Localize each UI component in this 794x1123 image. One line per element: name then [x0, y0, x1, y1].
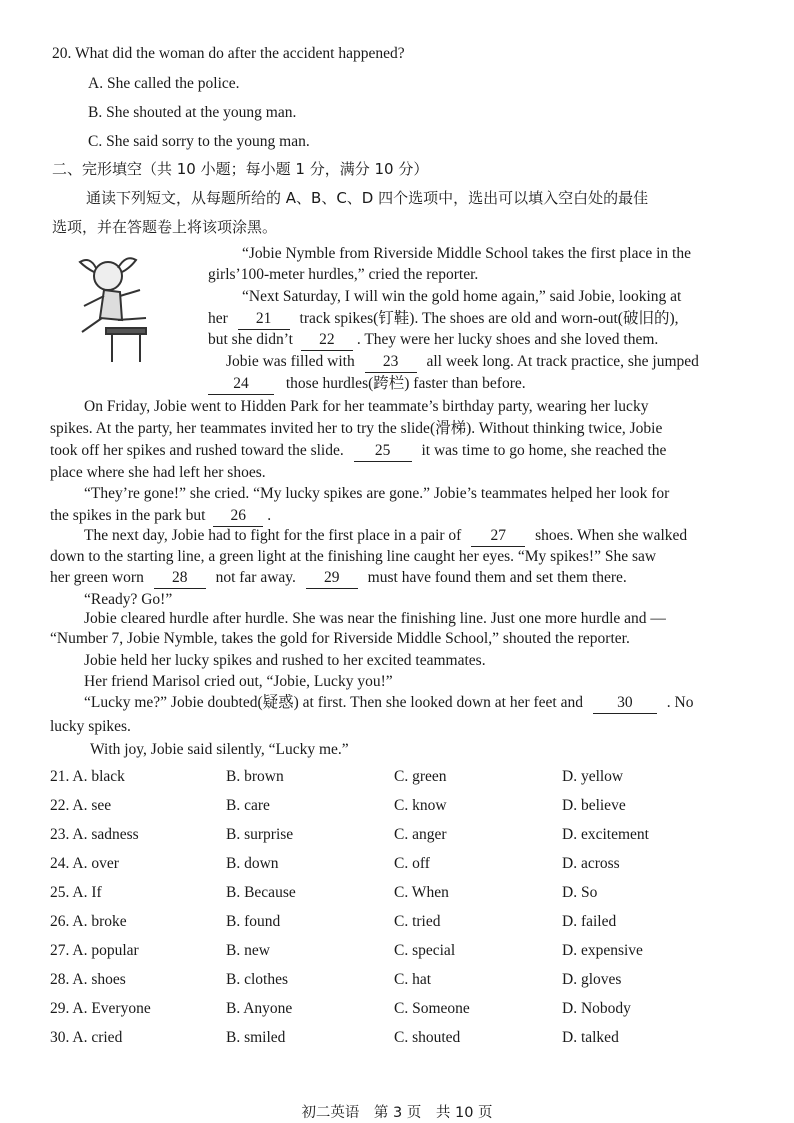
- option-24-c: C. off: [394, 855, 430, 872]
- passage-line: place where she had left her shoes.: [50, 464, 266, 481]
- passage-text: those hurdles(跨栏) faster than before.: [285, 375, 526, 392]
- q20-option-b: B. She shouted at the young man.: [88, 104, 297, 121]
- passage-line: On Friday, Jobie went to Hidden Park for her teammate’s birthday party, wearing her lucky: [84, 398, 649, 415]
- option-25-b: B. Because: [226, 884, 296, 901]
- passage-line: [50, 441, 666, 462]
- passage-line: [226, 352, 699, 373]
- option-23-b: B. surprise: [226, 826, 294, 843]
- option-23-c: C. anger: [394, 826, 447, 843]
- blank-29: 29: [306, 568, 358, 589]
- q20-question: 20. What did the woman do after the accident happened?: [52, 45, 405, 62]
- blank-26: 26: [213, 506, 263, 527]
- option-21-b: B. brown: [226, 768, 284, 785]
- option-25-c: C. When: [394, 884, 449, 901]
- passage-text: Jobie was filled with: [226, 353, 355, 370]
- blank-24: 24: [208, 374, 274, 395]
- option-27-b: B. new: [226, 942, 270, 959]
- option-22-c: C. know: [394, 797, 447, 814]
- passage-text: but she didn’t: [208, 331, 293, 348]
- blank-27: 27: [471, 526, 525, 547]
- option-27-a: 27. A. popular: [50, 942, 139, 959]
- passage-text: took off her spikes and rushed toward the slide.: [50, 442, 344, 459]
- option-23-a: 23. A. sadness: [50, 826, 139, 843]
- passage-text: must have found them and set them there.: [367, 569, 627, 586]
- blank-23: 23: [365, 352, 417, 373]
- option-27-c: C. special: [394, 942, 456, 959]
- option-24-b: B. down: [226, 855, 279, 872]
- option-21-c: C. green: [394, 768, 447, 785]
- passage-text: it was time to go home, she reached the: [421, 442, 667, 459]
- option-30-b: B. smiled: [226, 1029, 286, 1046]
- passage-line: [50, 568, 627, 589]
- option-24-d: D. across: [562, 855, 620, 872]
- passage-text: . No: [666, 694, 694, 711]
- option-22-b: B. care: [226, 797, 270, 814]
- passage-line: [208, 330, 658, 351]
- passage-line: “Jobie Nymble from Riverside Middle School takes the first place in the: [242, 245, 691, 262]
- option-25-d: D. So: [562, 884, 598, 901]
- option-30-d: D. talked: [562, 1029, 619, 1046]
- option-30-a: 30. A. cried: [50, 1029, 123, 1046]
- passage-text: track spikes(钉鞋). The shoes are old and worn-out(破旧的),: [299, 310, 679, 327]
- passage-line: Her friend Marisol cried out, “Jobie, Lucky you!”: [84, 673, 393, 690]
- passage-text: The next day, Jobie had to fight for the first place in a pair of: [84, 527, 462, 544]
- option-28-d: D. gloves: [562, 971, 622, 988]
- option-26-a: 26. A. broke: [50, 913, 127, 930]
- section-instruction-1: 通读下列短文，从每题所给的 A、B、C、D 四个选项中，选出可以填入空白处的最佳: [86, 189, 649, 207]
- option-29-b: B. Anyone: [226, 1000, 293, 1017]
- option-28-c: C. hat: [394, 971, 432, 988]
- option-23-d: D. excitement: [562, 826, 649, 843]
- passage-text: shoes. When she walked: [535, 527, 688, 544]
- passage-text: . They were her lucky shoes and she loved them.: [356, 331, 659, 348]
- passage-line: “Number 7, Jobie Nymble, takes the gold for Riverside Middle School,” shouted the reporter.: [50, 630, 630, 647]
- passage-text: her green worn: [50, 569, 144, 586]
- passage-line: “They’re gone!” she cried. “My lucky spikes are gone.” Jobie’s teammates helped her look for: [84, 485, 670, 502]
- section-heading: 二、完形填空（共 10 小题；每小题 1 分，满分 10 分）: [52, 160, 429, 178]
- passage-line: [208, 374, 526, 395]
- passage-line: down to the starting line, a green light at the finishing line caught her eyes. “My spikes!” She saw: [50, 548, 657, 565]
- option-22-d: D. believe: [562, 797, 626, 814]
- option-30-c: C. shouted: [394, 1029, 461, 1046]
- passage-text: “Lucky me?” Jobie doubted(疑惑) at first. Then she looked down at her feet and: [84, 694, 583, 711]
- q20-option-c: C. She said sorry to the young man.: [88, 133, 310, 150]
- passage-line: spikes. At the party, her teammates invited her to try the slide(滑梯). Without thinking twice, Jobie: [50, 420, 663, 437]
- hurdle-girl-illustration: [60, 246, 180, 376]
- option-27-d: D. expensive: [562, 942, 643, 959]
- passage-line: lucky spikes.: [50, 718, 131, 735]
- passage-text: .: [267, 507, 272, 524]
- passage-line: [84, 526, 687, 547]
- passage-line: With joy, Jobie said silently, “Lucky me.”: [90, 741, 349, 758]
- blank-22: 22: [301, 330, 353, 351]
- section-instruction-2: 选项，并在答题卷上将该项涂黑。: [52, 218, 278, 236]
- option-26-c: C. tried: [394, 913, 441, 930]
- option-29-d: D. Nobody: [562, 1000, 631, 1017]
- passage-line: Jobie held her lucky spikes and rushed to her excited teammates.: [84, 652, 486, 669]
- page-footer: 初二英语 第 3 页 共 10 页: [301, 1105, 493, 1121]
- blank-25: 25: [354, 441, 412, 462]
- passage-line: Jobie cleared hurdle after hurdle. She was near the finishing line. Just one more hurdle and —: [84, 610, 666, 627]
- passage-text: not far away.: [215, 569, 296, 586]
- option-24-a: 24. A. over: [50, 855, 119, 872]
- option-21-a: 21. A. black: [50, 768, 125, 785]
- passage-line: “Next Saturday, I will win the gold home again,” said Jobie, looking at: [242, 288, 682, 305]
- option-22-a: 22. A. see: [50, 797, 112, 814]
- passage-line: “Ready? Go!”: [84, 591, 173, 608]
- passage-line: [84, 693, 693, 714]
- passage-line: [50, 506, 271, 527]
- option-28-b: B. clothes: [226, 971, 288, 988]
- passage-line: girls’100-meter hurdles,” cried the reporter.: [208, 266, 479, 283]
- option-26-b: B. found: [226, 913, 281, 930]
- blank-28: 28: [154, 568, 206, 589]
- passage-text: her: [208, 310, 228, 327]
- blank-21: 21: [238, 309, 290, 330]
- option-28-a: 28. A. shoes: [50, 971, 126, 988]
- passage-text: all week long. At track practice, she jumped: [426, 353, 699, 370]
- passage-line: [208, 309, 679, 330]
- option-21-d: D. yellow: [562, 768, 624, 785]
- passage-text: the spikes in the park but: [50, 507, 206, 524]
- option-29-a: 29. A. Everyone: [50, 1000, 151, 1017]
- q20-option-a: A. She called the police.: [88, 75, 240, 92]
- option-26-d: D. failed: [562, 913, 617, 930]
- option-29-c: C. Someone: [394, 1000, 470, 1017]
- blank-30: 30: [593, 693, 657, 714]
- option-25-a: 25. A. If: [50, 884, 102, 901]
